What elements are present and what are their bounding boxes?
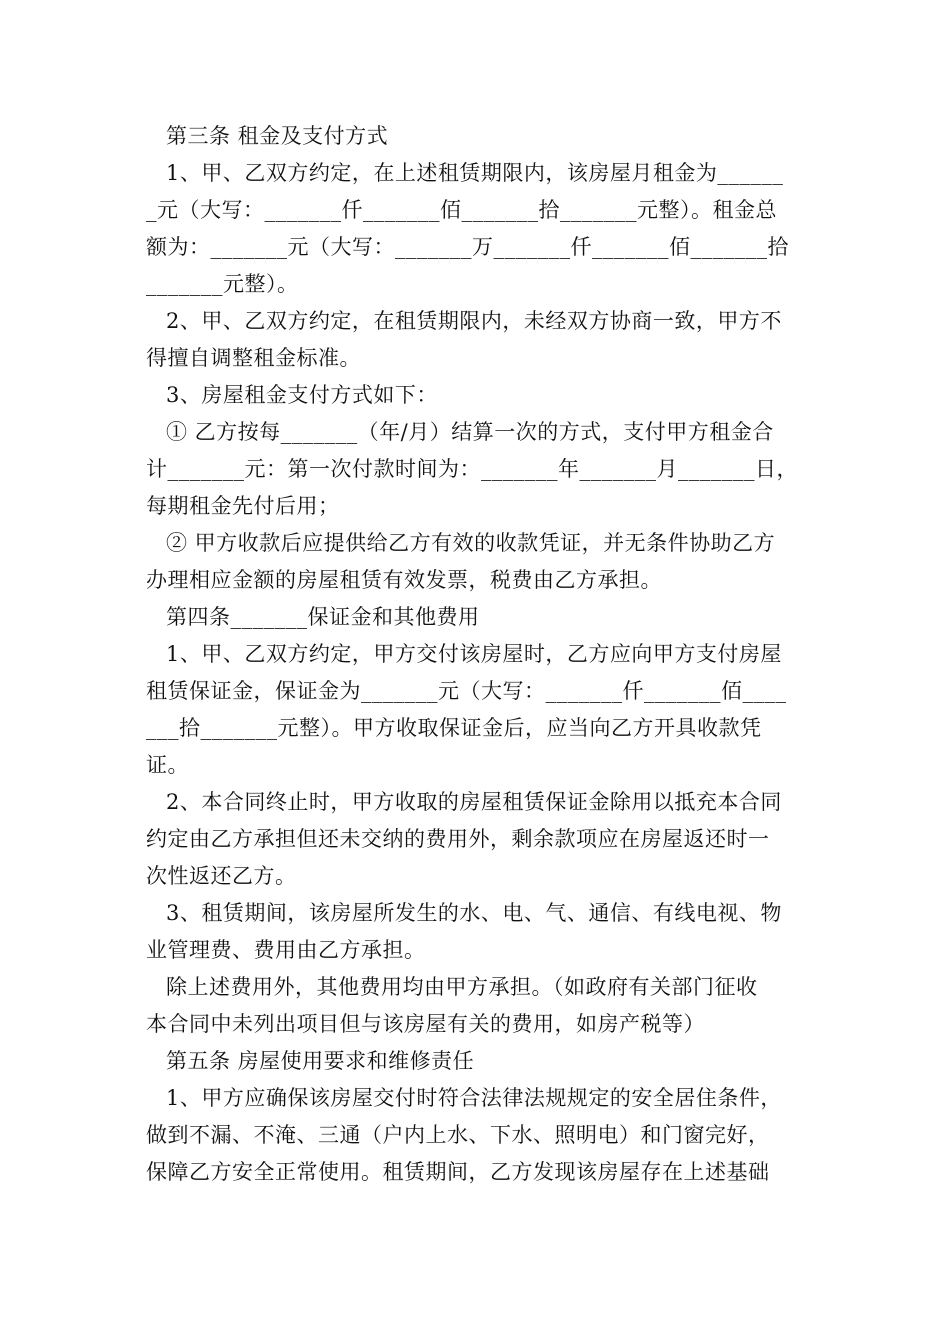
- text-line: ② 甲方收款后应提供给乙方有效的收款凭证，并无条件协助乙方: [166, 531, 776, 555]
- text-line: 保障乙方安全正常使用。租赁期间，乙方发现该房屋存在上述基础: [146, 1160, 770, 1184]
- text-line: ___拾_______元整）。甲方收取保证金后，应当向乙方开具收款凭: [146, 716, 762, 740]
- text-line: ① 乙方按每_______（年/月）结算一次的方式，支付甲方租金合: [166, 420, 774, 444]
- text-line: 办理相应金额的房屋租赁有效发票，税费由乙方承担。: [146, 568, 662, 592]
- text-line: 1、甲、乙双方约定，在上述租赁期限内，该房屋月租金为______: [166, 161, 784, 185]
- text-line: 得擅自调整租金标准。: [146, 346, 361, 370]
- section-heading-article-4: 第四条_______保证金和其他费用: [166, 605, 480, 629]
- text-line: 1、甲、乙双方约定，甲方交付该房屋时，乙方应向甲方支付房屋: [166, 642, 782, 666]
- section-heading-article-3: 第三条 租金及支付方式: [166, 124, 389, 148]
- text-line: _元（大写：_______仟_______佰_______拾_______元整）。租金总: [146, 198, 777, 222]
- text-line: 次性返还乙方。: [146, 864, 297, 888]
- section-heading-article-5: 第五条 房屋使用要求和维修责任: [166, 1049, 475, 1073]
- text-line: 2、本合同终止时，甲方收取的房屋租赁保证金除用以抵充本合同: [166, 790, 782, 814]
- text-line: 本合同中未列出项目但与该房屋有关的费用，如房产税等）: [146, 1012, 705, 1036]
- text-line: 租赁保证金，保证金为_______元（大写：_______仟_______佰____: [146, 679, 787, 703]
- text-line: 做到不漏、不淹、三通（户内上水、下水、照明电）和门窗完好，: [146, 1123, 770, 1147]
- text-line: 2、甲、乙双方约定，在租赁期限内，未经双方协商一致，甲方不: [166, 309, 782, 333]
- text-line: 额为：_______元（大写：_______万_______仟_______佰_______拾: [146, 235, 789, 259]
- text-line: 1、甲方应确保该房屋交付时符合法律法规规定的安全居住条件，: [166, 1086, 782, 1110]
- text-line: 计_______元：第一次付款时间为：_______年_______月_______日，: [146, 457, 798, 481]
- text-line: 约定由乙方承担但还未交纳的费用外，剩余款项应在房屋返还时一: [146, 827, 770, 851]
- text-line: 证。: [146, 753, 189, 777]
- text-line: 业管理费、费用由乙方承担。: [146, 938, 426, 962]
- text-line: 3、租赁期间，该房屋所发生的水、电、气、通信、有线电视、物: [166, 901, 782, 925]
- text-line: 3、房屋租金支付方式如下：: [166, 383, 438, 407]
- text-line: _______元整）。: [146, 272, 299, 296]
- text-line: 除上述费用外，其他费用均由甲方承担。（如政府有关部门征收: [166, 975, 758, 999]
- text-line: 每期租金先付后用；: [146, 494, 340, 518]
